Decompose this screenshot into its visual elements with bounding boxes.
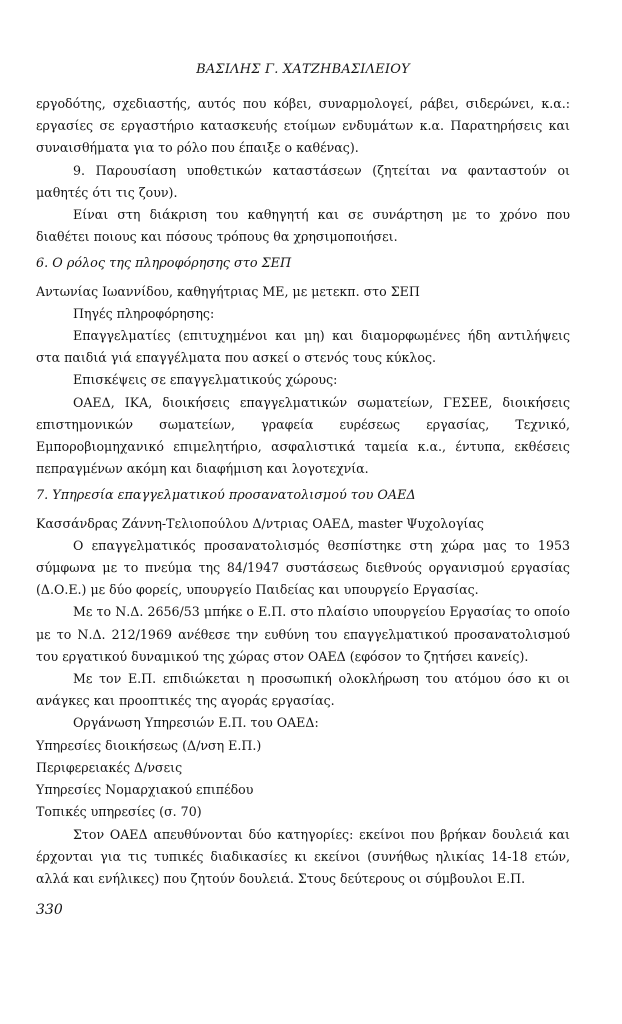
list-item: Τοπικές υπηρεσίες (σ. 70): [36, 804, 202, 820]
paragraph: Επαγγελματίες (επιτυχημένοι και μη) και διαμορφωμένες ήδη αντιλήψεις στα παιδιά γιά επαγγέλματα που ασκεί ο στενός τους κύκλος.: [36, 328, 570, 366]
section-heading-6: 6. Ο ρόλος της πληροφόρησης στο ΣΕΠ: [36, 256, 292, 272]
section-heading-7: 7. Υπηρεσία επαγγελματικού προσανατολισμού του ΟΑΕΔ: [36, 488, 416, 504]
paragraph: Πηγές πληροφόρησης:: [73, 305, 215, 321]
page-number: 330: [36, 902, 63, 918]
paragraph-continued: εργοδότης, σχεδιαστής, αυτός που κόβει, συναρμολογεί, ράβει, σιδερώνει, κ.α.: εργασίες σε εργαστήριο κατασκευής ετοίμων ενδυμάτων κ.α. Παρατηρήσεις και συναισθήματα για το ρόλο που έπαιξε ο καθένας).: [36, 96, 570, 156]
paragraph-item-9: 9. Παρουσίαση υποθετικών καταστάσεων (ζητείται να φανταστούν οι μαθητές ότι τις ζουν).: [36, 162, 570, 200]
list-item: Περιφερειακές Δ/νσεις: [36, 759, 183, 775]
paragraph: Με τον Ε.Π. επιδιώκεται η προσωπική ολοκλήρωση του ατόμου όσο κι οι ανάγκες και προοπτικές της αγοράς εργασίας.: [36, 671, 570, 709]
list-item: Υπηρεσίες διοικήσεως (Δ/νση Ε.Π.): [36, 737, 262, 753]
author-line: Κασσάνδρας Ζάννη-Τελιοπούλου Δ/ντριας ΟΑΕΔ, master Ψυχολογίας: [36, 515, 484, 531]
author-line: Αντωνίας Ιωαννίδου, καθηγήτριας ΜΕ, με μετεκπ. στο ΣΕΠ: [36, 283, 420, 299]
running-header: ΒΑΣΙΛΗΣ Γ. ΧΑΤΖΗΒΑΣΙΛΕΙΟΥ: [196, 62, 410, 77]
list-item: Υπηρεσίες Νομαρχιακού επιπέδου: [36, 782, 254, 798]
paragraph: Είναι στη διάκριση του καθηγητή και σε συνάρτηση με το χρόνο που διαθέτει ποιους και πόσους τρόπους θα χρησιμοποιήσει.: [36, 207, 570, 245]
paragraph: Οργάνωση Υπηρεσιών Ε.Π. του ΟΑΕΔ:: [73, 715, 319, 731]
paragraph: Ο επαγγελματικός προσανατολισμός θεσπίστηκε στη χώρα μας το 1953 σύμφωνα με το πνεύμα της 84/1947 συστάσεως διεθνούς οργανισμού εργασίας (Δ.Ο.Ε.) με δύο φορείς, υπουργείο Παιδείας και υπουργείο Εργασίας.: [36, 537, 570, 598]
paragraph: Με το Ν.Δ. 2656/53 μπήκε ο Ε.Π. στο πλαίσιο υπουργείου Εργασίας το οποίο με το Ν.Δ. 212/1969 ανέθεσε την ευθύνη του επαγγελματικού προσανατολισμού του εργατικού δυναμικού της χώρας στον ΟΑΕΔ (εφόσον το ζητήσει κανείς).: [36, 604, 570, 664]
document-page: [36, 62, 570, 890]
paragraph: Στον ΟΑΕΔ απευθύνονται δύο κατηγορίες: εκείνοι που βρήκαν δουλειά και έρχονται για τις τυπικές διαδικασίες κι εκείνοι (συνήθως ηλικίας 14-18 ετών, αλλά και ενήλικες) που ζητούν δουλειά. Στους δεύτερους οι σύμβουλοι Ε.Π.: [36, 826, 570, 886]
body-text: [36, 93, 570, 890]
paragraph: Επισκέψεις σε επαγγελματικούς χώρους:: [73, 372, 338, 388]
paragraph: ΟΑΕΔ, ΙΚΑ, διοικήσεις επαγγελματικών σωματείων, ΓΕΣΕΕ, διοικήσεις επιστημονικών σωματείων, γραφεία ευρέσεως εργασίας, Τεχνικό, Εμποροβιομηχανικό επιμελητήριο, ασφαλιστικά ταμεία κ.α., έντυπα, εκθέσεις πεπραγμένων ακόμη και διαφήμιση και λογοτεχνία.: [36, 394, 570, 477]
